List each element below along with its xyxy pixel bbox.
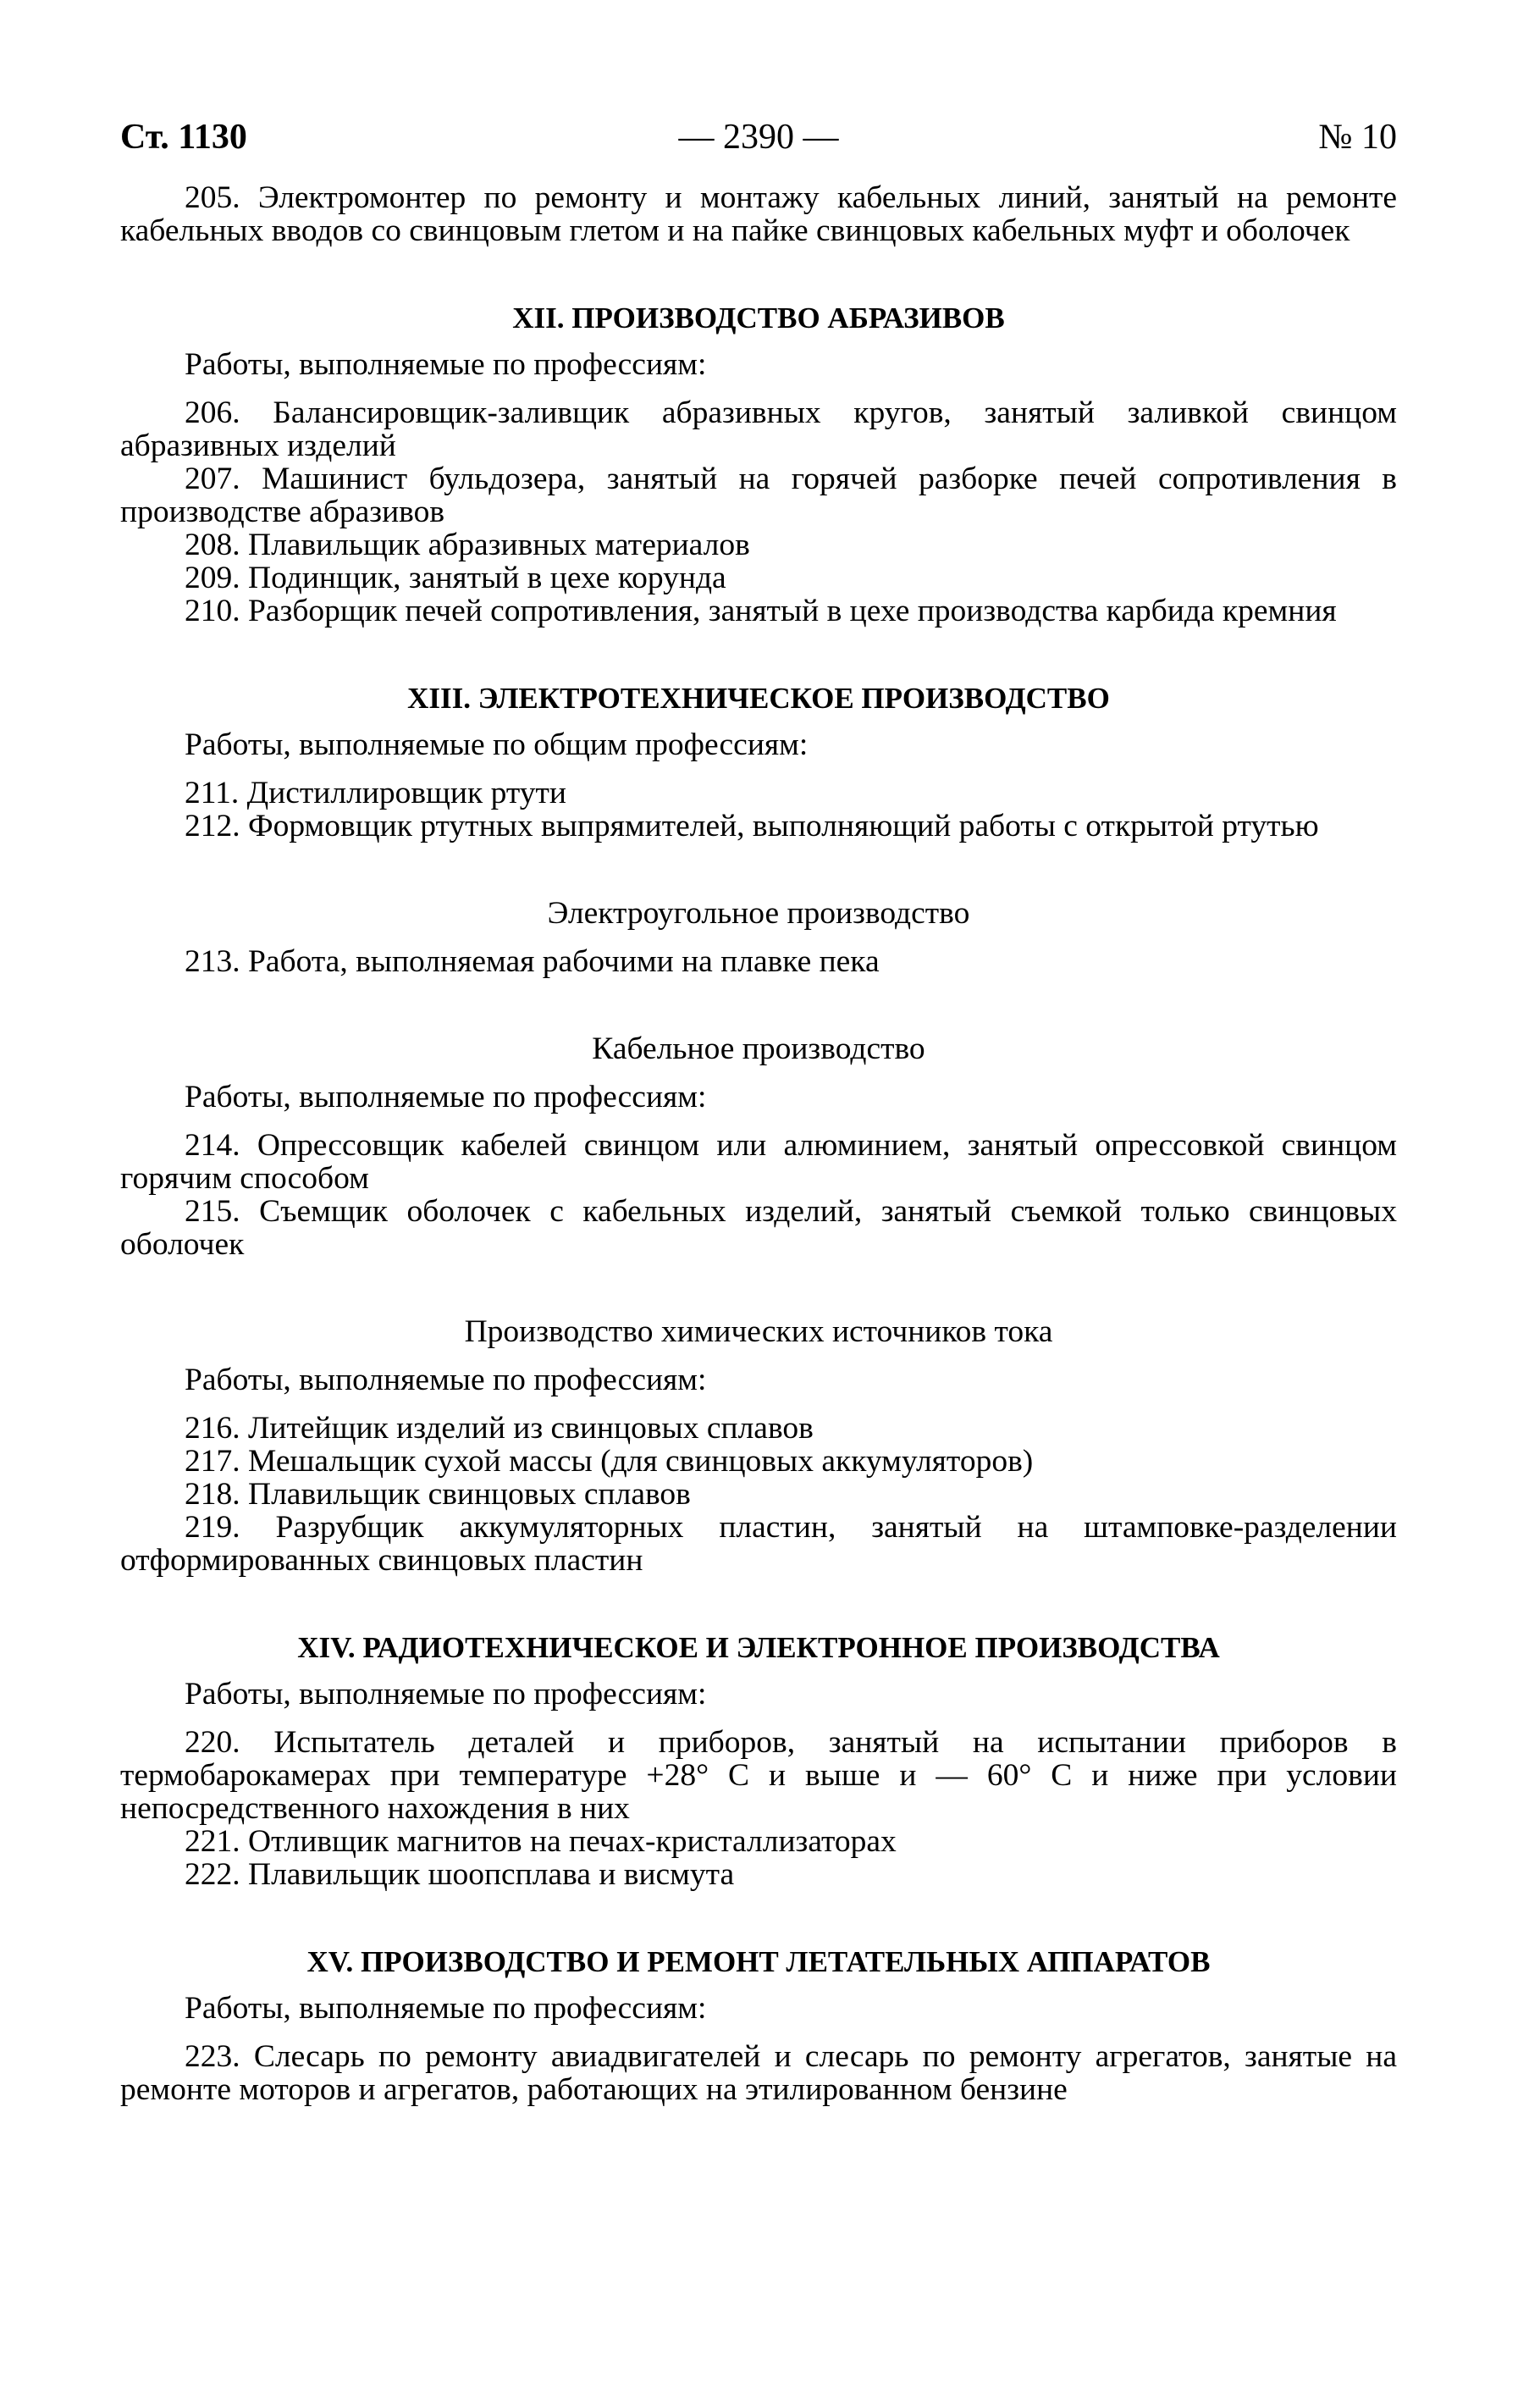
- subsection-heading: Производство химических источников тока: [464, 1314, 1053, 1349]
- list-item: 218. Плавильщик свинцовых сплавов: [185, 1477, 691, 1512]
- list-item: 217. Мешальщик сухой массы (для свинцовых аккумуляторов): [185, 1444, 1034, 1479]
- list-item: 208. Плавильщик абразивных материалов: [185, 528, 750, 562]
- list-item: 213. Работа, выполняемая рабочими на плавке пека: [185, 944, 880, 979]
- subsection-heading: Кабельное производство: [592, 1031, 925, 1066]
- section-note: Работы, выполняемые по профессиям:: [185, 1677, 707, 1712]
- subsection-heading: Электроугольное производство: [547, 896, 970, 931]
- article-number: Ст. 1130: [120, 118, 247, 157]
- list-item: 223. Слесарь по ремонту авиадвигателей и слесарь по ремонту агрегатов, занятые на ремонте моторов и агрегатов, работающих на этилированном бензине: [120, 2039, 1397, 2107]
- section-heading: XV. ПРОИЗВОДСТВО И РЕМОНТ ЛЕТАТЕЛЬНЫХ АППАРАТОВ: [306, 1945, 1211, 1978]
- section-heading: XIII. ЭЛЕКТРОТЕХНИЧЕСКОЕ ПРОИЗВОДСТВО: [407, 682, 1110, 715]
- list-item: 212. Формовщик ртутных выпрямителей, выполняющий работы с открытой ртутью: [185, 809, 1319, 843]
- running-header: [120, 117, 1397, 168]
- section-note: Работы, выполняемые по профессиям:: [185, 1080, 707, 1114]
- list-item: 219. Разрубщик аккумуляторных пластин, занятый на штамповке-разделении отформированных свинцовых пластин: [120, 1510, 1397, 1578]
- list-item: 216. Литейщик изделий из свинцовых сплавов: [185, 1411, 814, 1446]
- list-item: 221. Отливщик магнитов на печах-кристаллизаторах: [185, 1824, 897, 1859]
- section-heading: XIV. РАДИОТЕХНИЧЕСКОЕ И ЭЛЕКТРОННОЕ ПРОИЗВОДСТВА: [297, 1631, 1220, 1664]
- list-item: 214. Опрессовщик кабелей свинцом или алюминием, занятый опрессовкой свинцом горячим способом: [120, 1128, 1397, 1196]
- list-item: 209. Подинщик, занятый в цехе корунда: [185, 561, 726, 595]
- section-note: Работы, выполняемые по профессиям:: [185, 347, 707, 382]
- list-item: 210. Разборщик печей сопротивления, занятый в цехе производства карбида кремния: [185, 594, 1337, 628]
- section-note: Работы, выполняемые по профессиям:: [185, 1363, 707, 1397]
- section-heading: XII. ПРОИЗВОДСТВО АБРАЗИВОВ: [512, 301, 1005, 335]
- list-item: 207. Машинист бульдозера, занятый на горячей разборке печей сопротивления в производстве абразивов: [120, 462, 1397, 529]
- page-number: — 2390 —: [678, 118, 839, 157]
- list-item: 206. Балансировщик-заливщик абразивных кругов, занятый заливкой свинцом абразивных изделий: [120, 395, 1397, 463]
- issue-number: № 10: [1318, 118, 1397, 157]
- section-note: Работы, выполняемые по общим профессиям:: [185, 727, 809, 762]
- list-item: 205. Электромонтер по ремонту и монтажу кабельных линий, занятый на ремонте кабельных вводов со свинцовым глетом и на пайке свинцовых кабельных муфт и оболочек: [120, 180, 1397, 248]
- list-item: 211. Дистиллировщик ртути: [185, 776, 566, 810]
- list-item: 220. Испытатель деталей и приборов, занятый на испытании приборов в термобарокамерах при температуре +28° С и выше и — 60° С и ниже при условии непосредственного нахождения в них: [120, 1725, 1397, 1826]
- document-page: [120, 0, 1397, 2400]
- document-body: [120, 181, 1397, 2106]
- section-note: Работы, выполняемые по профессиям:: [185, 1991, 707, 2026]
- list-item: 222. Плавильщик шоопсплава и висмута: [185, 1857, 735, 1892]
- list-item: 215. Съемщик оболочек с кабельных изделий, занятый съемкой только свинцовых оболочек: [120, 1194, 1397, 1262]
